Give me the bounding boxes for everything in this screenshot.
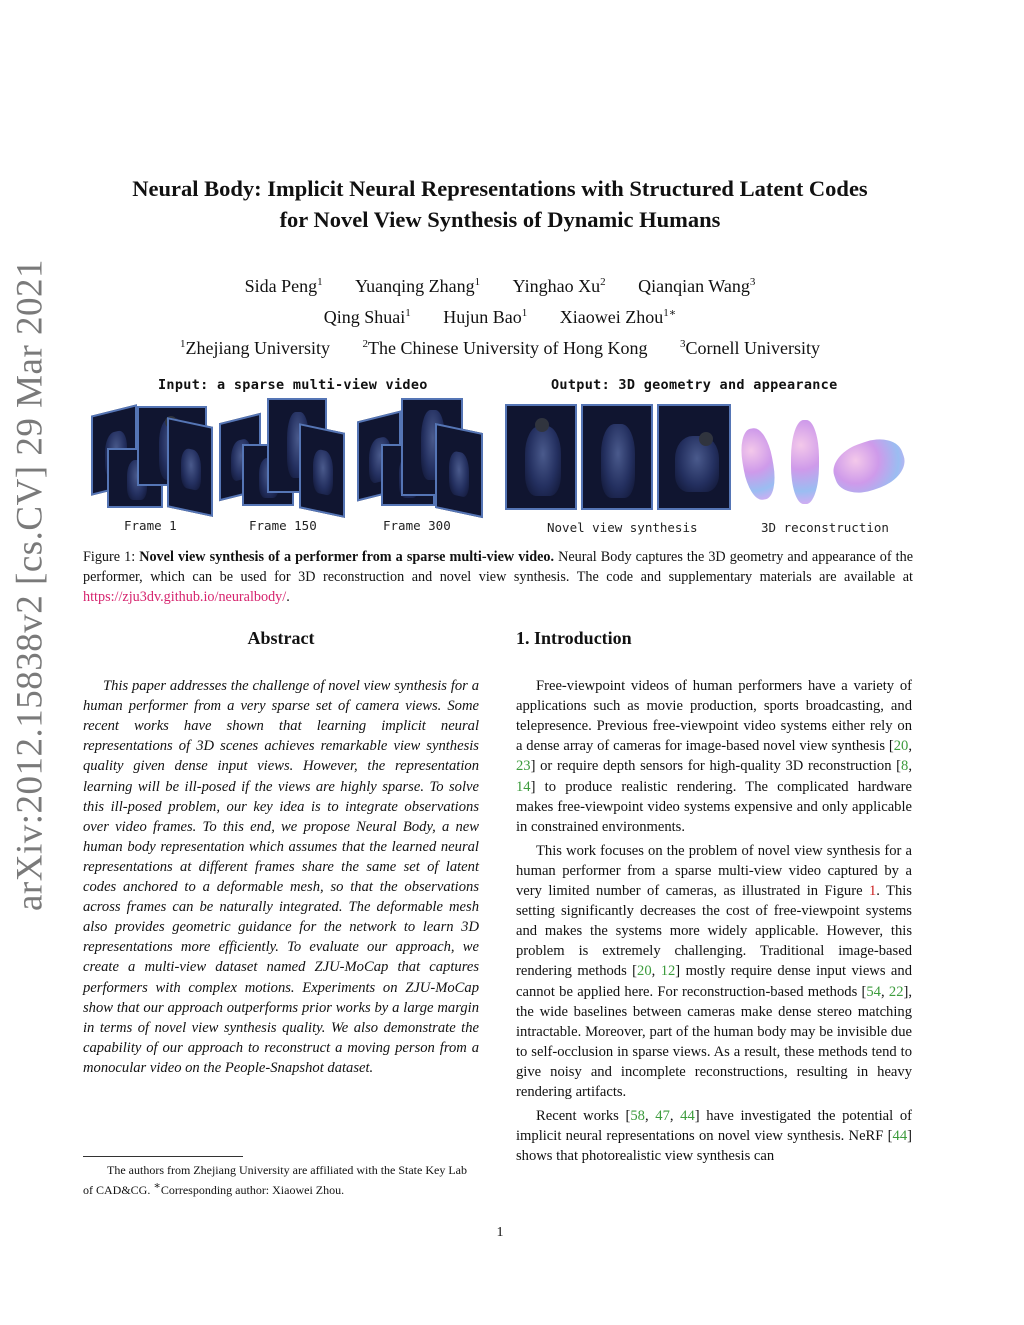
affiliation: $^3$Cornell University <box>679 338 820 358</box>
citation-link[interactable]: 44 <box>892 1128 908 1145</box>
arxiv-sidebar <box>10 190 50 980</box>
footnote-rule <box>83 1156 243 1157</box>
affiliation: $^2$The Chinese University of Hong Kong <box>362 338 648 358</box>
citation-link[interactable]: 44 <box>680 1108 695 1125</box>
figure-output-heading: Output: 3D geometry and appearance <box>551 377 838 393</box>
author-row-2 <box>60 301 940 329</box>
citation-link[interactable]: 12 <box>660 963 676 980</box>
author: Yinghao Xu$^2$ <box>512 276 606 296</box>
novel-view-image <box>505 404 577 510</box>
title-line-2: for Novel View Synthesis of Dynamic Humans <box>279 207 721 232</box>
frame-label: Frame 150 <box>249 518 317 533</box>
citation-link[interactable]: 20 <box>893 738 909 755</box>
frame-label: Frame 1 <box>124 518 177 533</box>
author: Qing Shuai$^1$ <box>323 307 411 327</box>
output-label: 3D reconstruction <box>761 520 889 535</box>
arxiv-identifier: arXiv:2012.15838v2 [cs.CV] 29 Mar 2021 <box>9 258 51 912</box>
mesh-reconstruction <box>791 420 819 504</box>
page-number: 1 <box>496 1225 504 1240</box>
output-label: Novel view synthesis <box>547 520 698 535</box>
abstract-body: This paper addresses the challenge of novel view synthesis for a human performer from a very sparse set of camera views. Some recent works have shown that learning implicit neural representations of 3D scenes achieves remarkable view synthesis quality given dense input views. However, the representation learning will be ill-posed if the views are highly sparse. To solve this ill-posed problem, our key idea is to integrate observations over video frames. To this end, we propose Neural Body, a new human body representation which assumes that the learned neural representations at different frames share the same set of latent codes anchored to a deformable mesh, so that the observations across frames can be naturally integrated. The deformable mesh also provides geometric guidance for the network to learn 3D representations more efficiently. To evaluate our approach, we create a multi-view dataset named ZJU-MoCap that captures performers with complex motions. Experiments on ZJU-MoCap show that our approach outperforms prior works by a large margin in terms of novel view synthesis quality. We also demonstrate the capability of our approach to reconstruct a moving person from a monocular video on the People-Snapshot dataset. <box>83 678 479 1076</box>
novel-view-image <box>657 404 731 510</box>
affiliation: $^1$Zhejiang University <box>180 338 330 358</box>
figure-input-heading: Input: a sparse multi-view video <box>158 377 428 393</box>
mesh-reconstruction <box>827 431 911 501</box>
figure-input-frames <box>85 398 505 513</box>
author: Yuanqing Zhang$^1$ <box>355 276 481 296</box>
citation-link[interactable]: 54 <box>866 983 881 1000</box>
author: Hujun Bao$^1$ <box>443 307 528 327</box>
figure-reference-link[interactable]: 1 <box>868 883 877 900</box>
author: Xiaowei Zhou$^{1∗}$ <box>559 307 677 327</box>
citation-link[interactable]: 8 <box>901 758 909 775</box>
abstract-heading: Abstract <box>247 628 315 648</box>
input-view-image <box>435 423 483 518</box>
citation-link[interactable]: 47 <box>655 1108 670 1125</box>
reconstruction-results <box>733 400 913 512</box>
input-view-image <box>299 423 345 518</box>
author-row-1 <box>60 270 940 298</box>
abstract-section <box>83 628 479 1078</box>
intro-paragraph-1: Free-viewpoint videos of human performers have a variety of applications such as movie production, sports broadcasting, and telepresence. Previous free-viewpoint video systems either rely on a dense array of cameras for image-based novel view synthesis [20, 23] or require depth sensors for high-quality 3D reconstruction [8, 14] to produce realistic rendering. The complicated hardware makes free-viewpoint video systems expensive and only applicable in constrained environments. <box>516 678 912 835</box>
citation-link[interactable]: 20 <box>637 963 652 980</box>
citation-link[interactable]: 23 <box>516 758 531 775</box>
mesh-reconstruction <box>737 426 779 502</box>
novel-view-image <box>581 404 653 510</box>
code-link[interactable]: https://zju3dv.github.io/neuralbody/ <box>83 589 287 605</box>
citation-link[interactable]: 14 <box>516 778 531 795</box>
intro-paragraph-3: Recent works [58, 47, 44] have investigated the potential of implicit neural representations on novel view synthesis. NeRF [44] shows that photorealistic view synthesis can <box>516 1108 913 1165</box>
frame-label: Frame 300 <box>383 518 451 533</box>
introduction-section <box>516 628 912 1166</box>
citation-link[interactable]: 22 <box>888 983 904 1000</box>
title-line-1: Neural Body: Implicit Neural Representations with Structured Latent Codes <box>132 176 868 201</box>
novel-view-results <box>505 404 731 512</box>
figure-caption: Figure 1: Novel view synthesis of a performer from a sparse multi-view video. Neural Body captures the 3D geometry and appearance of the performer, which can be used for 3D reconstruction and novel view synthesis. The code and supplementary materials are available at https://zju3dv.github.io/neuralbody/. <box>83 549 913 605</box>
affiliations <box>60 332 940 360</box>
author: Sida Peng$^1$ <box>244 276 323 296</box>
citation-link[interactable]: 58 <box>630 1108 645 1125</box>
paper-title <box>60 173 940 235</box>
author: Qianqian Wang$^3$ <box>638 276 756 296</box>
input-view-image <box>167 417 213 517</box>
introduction-heading: 1. Introduction <box>516 628 632 648</box>
footnote: The authors from Zhejiang University are affiliated with the State Key Lab of CAD&CG. ∗Corresponding author: Xiaowei Zhou. <box>83 1163 467 1197</box>
intro-paragraph-2: This work focuses on the problem of novel view synthesis for a human performer from a sparse multi-view video captured by a very limited number of cameras, as illustrated in Figure 1. This setting significantly decreases the cost of free-viewpoint systems and makes the systems more widely applicable. However, this problem is extremely challenging. Traditional image-based rendering methods [20, 12] mostly require dense input views and cannot be applied here. For reconstruction-based methods [54, 22], the wide baselines between cameras make dense stereo matching intractable. Moreover, part of the human body may be invisible due to self-occlusion in sparse views. As a result, these methods tend to give noisy and incomplete reconstructions, resulting in heavy rendering artifacts. <box>516 842 913 1100</box>
